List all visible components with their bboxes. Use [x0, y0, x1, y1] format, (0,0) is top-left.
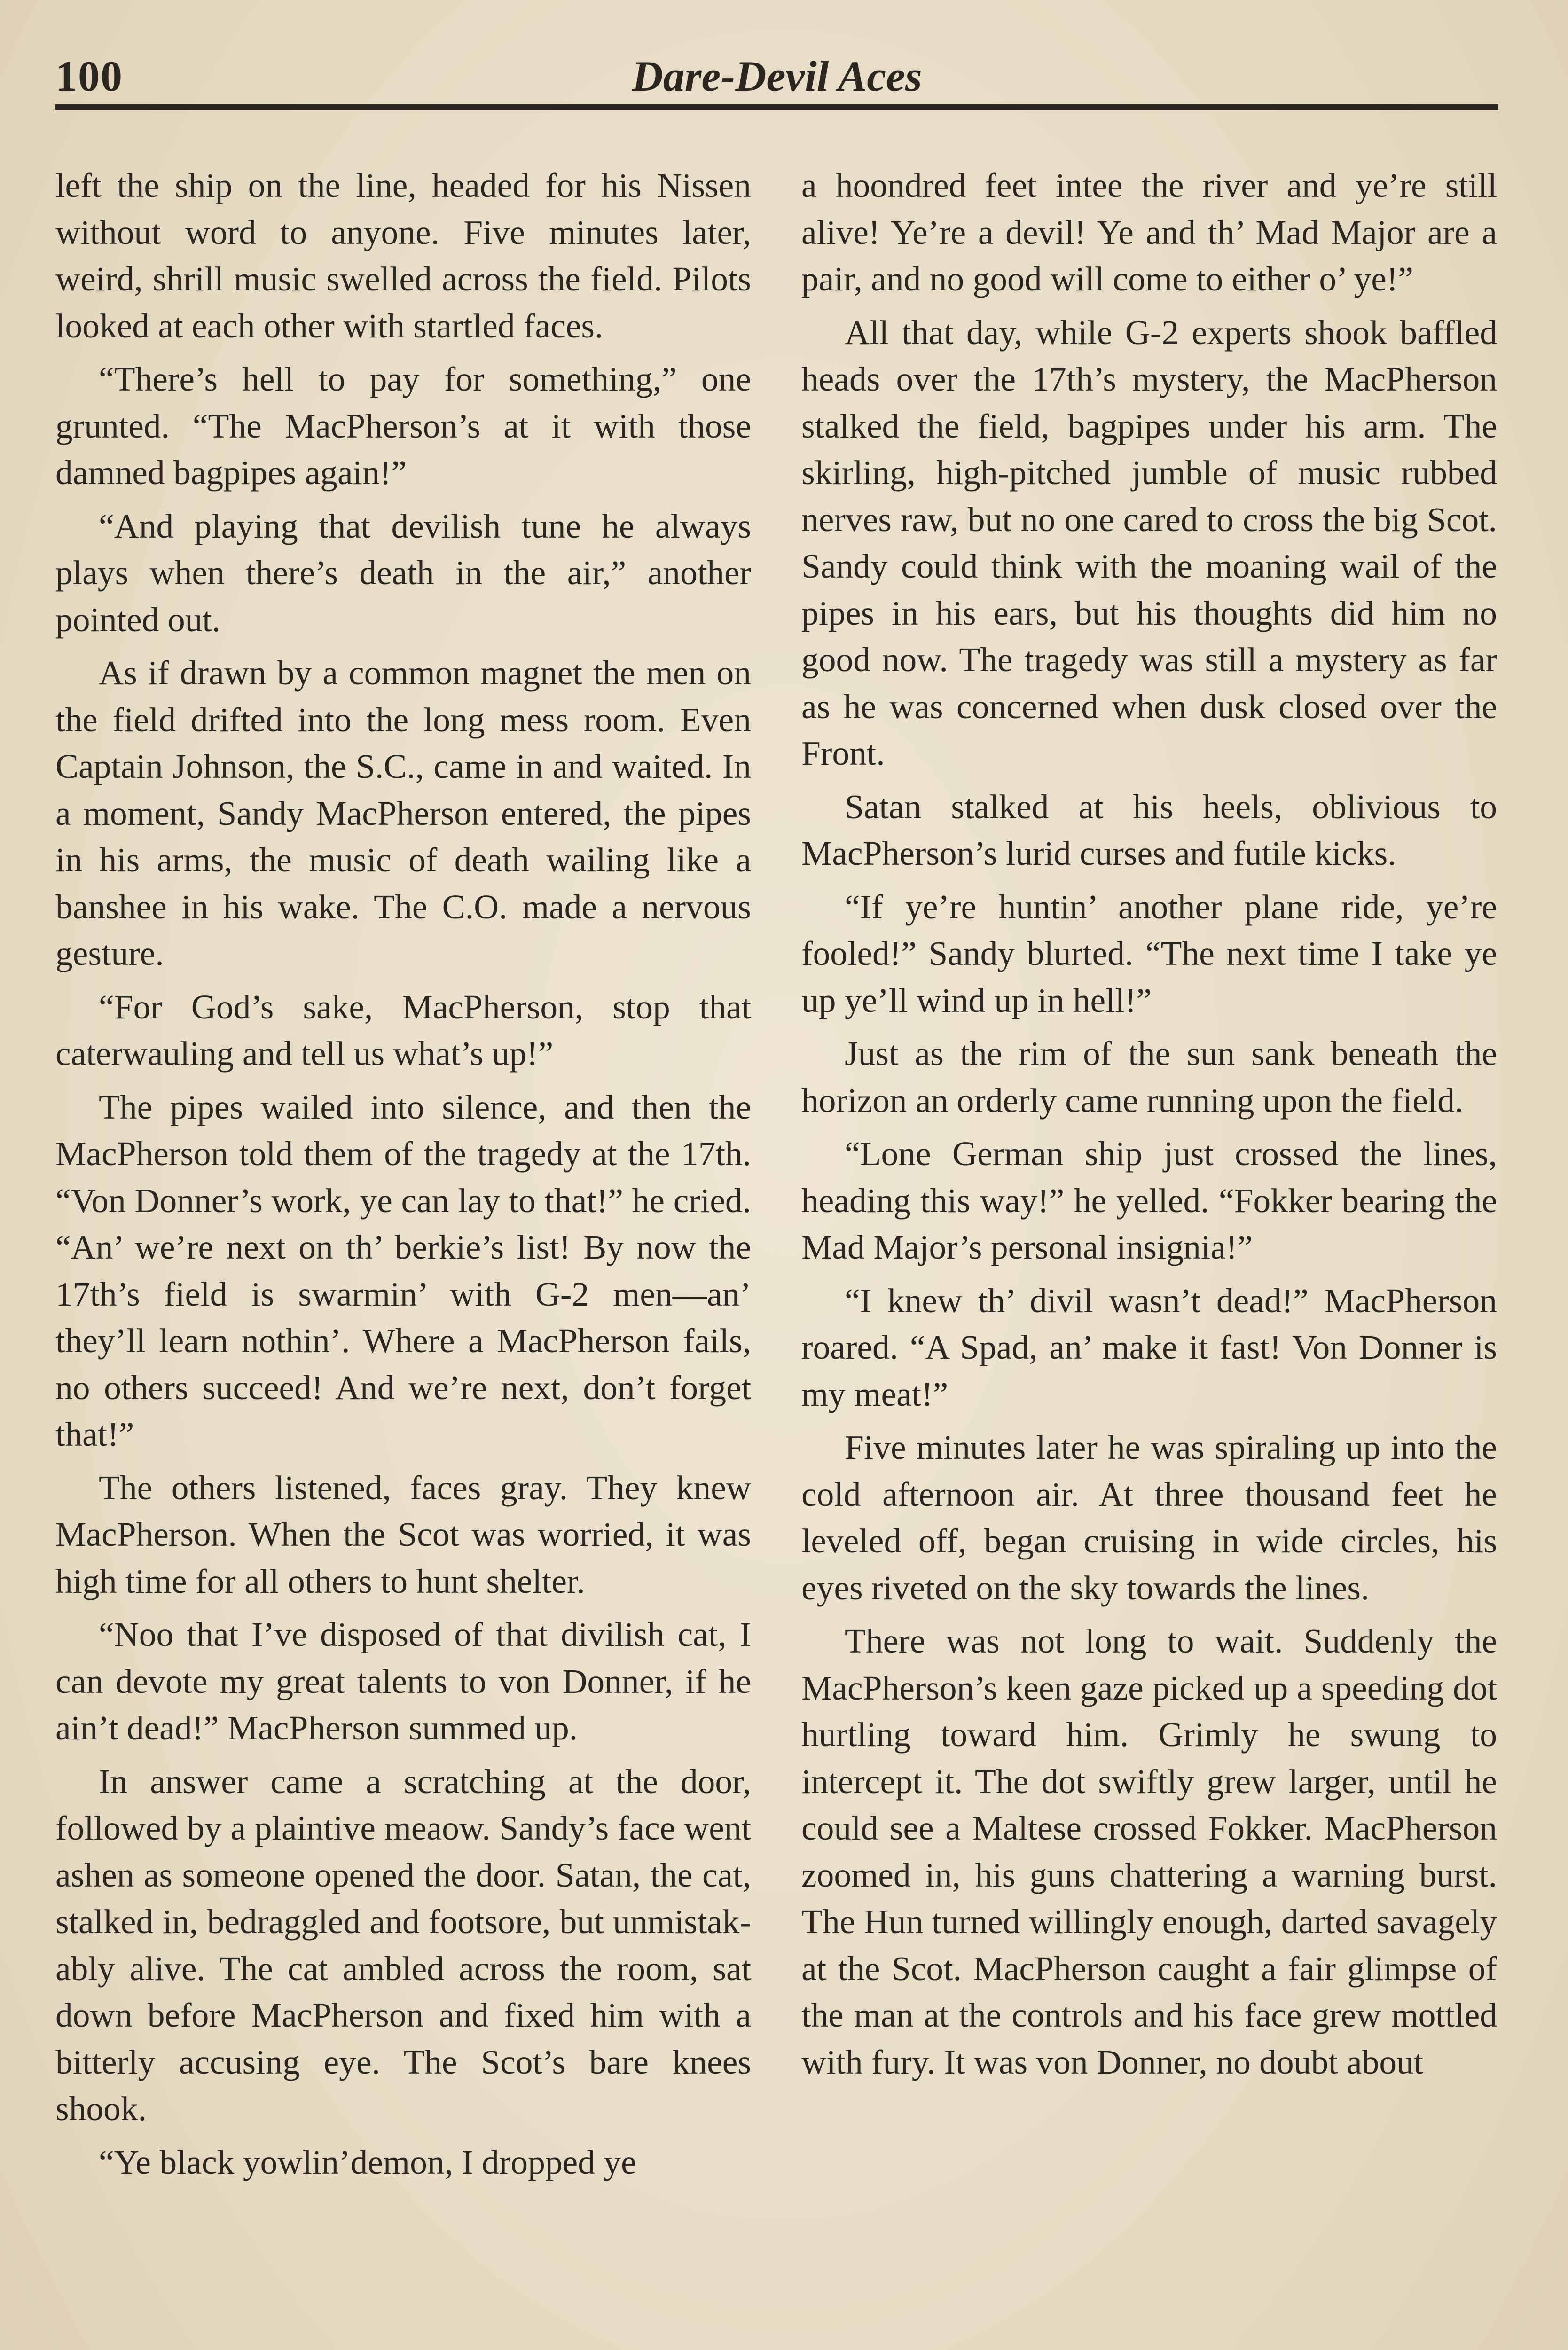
paragraph: left the ship on the line, headed for his Nissen without word to anyone. Five minutes later, weird, shrill music swelled across the field. Pilots looked at each other with startled faces.	[55, 166, 751, 345]
paragraph: “And playing that devilish tune he always plays when there’s death in the air,” another pointed out.	[55, 507, 751, 639]
header-rule	[55, 104, 1498, 110]
paragraph: “If ye’re huntin’ another plane ride, ye’re fooled!” Sandy blurted. “The next time I take ye up ye’ll wind up in hell!”	[801, 887, 1497, 1019]
paragraph: Just as the rim of the sun sank beneath the horizon an orderly came running upon the field.	[801, 1034, 1497, 1120]
paragraph: “For God’s sake, MacPherson, stop that caterwauling and tell us what’s up!”	[55, 987, 751, 1073]
running-title: Dare-Devil Aces	[632, 52, 922, 100]
paragraph: The pipes wailed into silence, and then the MacPherson told them of the tragedy at the 17th. “Von Donner’s work, ye can lay to that!” he cried. “An’ we’re next on th’ berkie’s list! By now the 17th’s field is swarmin’ with G-2 men—an’ they’ll learn nothin’. Where a MacPherson fails, no others succeed! And we’re next, don’t forget that!”	[55, 1088, 751, 1453]
page-number: 100	[55, 52, 123, 100]
right-column	[801, 162, 1497, 2092]
paragraph: “Ye black yowlin’demon, I dropped ye	[99, 2143, 636, 2181]
page-header	[55, 47, 1498, 106]
paragraph: “There’s hell to pay for something,” one grunted. “The MacPherson’s at it with those damned bagpipes again!”	[55, 360, 751, 492]
left-column	[55, 162, 751, 2192]
paragraph: All that day, while G-2 experts shook baffled heads over the 17th’s mystery, the MacPherson stalked the field, bagpipes under his arm. The skirling, high-pitched jumble of music rubbed nerves raw, but no one cared to cross the big Scot. Sandy could think with the moaning wail of the pipes in his ears, but his thoughts did him no good now. The tragedy was still a mystery as far as he was concerned when dusk closed over the Front.	[801, 313, 1497, 772]
paragraph: As if drawn by a common magnet the men on the field drifted into the long mess room. Even Captain Johnson, the S.C., came in and waited. In a moment, Sandy MacPherson entered, the pipes in his arms, the music of death wailing like a banshee in his wake. The C.O. made a nervous gesture.	[55, 654, 751, 972]
paragraph: There was not long to wait. Suddenly the MacPherson’s keen gaze picked up a speeding dot hurtling toward him. Grimly he swung to intercept it. The dot swiftly grew larger, until he could see a Maltese crossed Fokker. MacPherson zoomed in, his guns chattering a warning burst. The Hun turned willingly enough, darted savagely at the Scot. MacPherson caught a fair glimpse of the man at the controls and his face grew mottled with fury. It was von Donner, no doubt about	[801, 1622, 1497, 2081]
paragraph: Five minutes later he was spiraling up into the cold afternoon air. At three thousand feet he leveled off, began cruising in wide circles, his eyes riveted on the sky towards the lines.	[801, 1428, 1497, 1607]
paragraph: Satan stalked at his heels, oblivious to MacPherson’s lurid curses and futile kicks.	[801, 787, 1497, 872]
paragraph: “Lone German ship just crossed the lines, heading this way!” he yelled. “Fokker bearing the Mad Major’s personal insignia!”	[801, 1135, 1497, 1266]
paragraph: “Noo that I’ve disposed of that divilish cat, I can devote my great talents to von Donner, if he ain’t dead!” MacPherson summed up.	[55, 1615, 751, 1747]
paragraph: “I knew th’ divil wasn’t dead!” MacPherson roared. “A Spad, an’ make it fast! Von Donner is my meat!”	[801, 1281, 1497, 1413]
paragraph: The others listened, faces gray. They knew MacPherson. When the Scot was worried, it was high time for all others to hunt shelter.	[55, 1468, 751, 1600]
paragraph: a hoondred feet intee the river and ye’re still alive! Ye’re a devil! Ye and th’ Mad Major are a pair, and no good will come to either o’ ye!”	[801, 166, 1497, 298]
paragraph: In answer came a scratching at the door, followed by a plaintive meaow. Sandy’s face went ashen as someone opened the door. Satan, the cat, stalked in, bedraggled and footsore, but unmistakably alive. The cat ambled across the room, sat down before MacPherson and fixed him with a bitterly accusing eye. The Scot’s bare knees shook.	[55, 1762, 751, 2128]
